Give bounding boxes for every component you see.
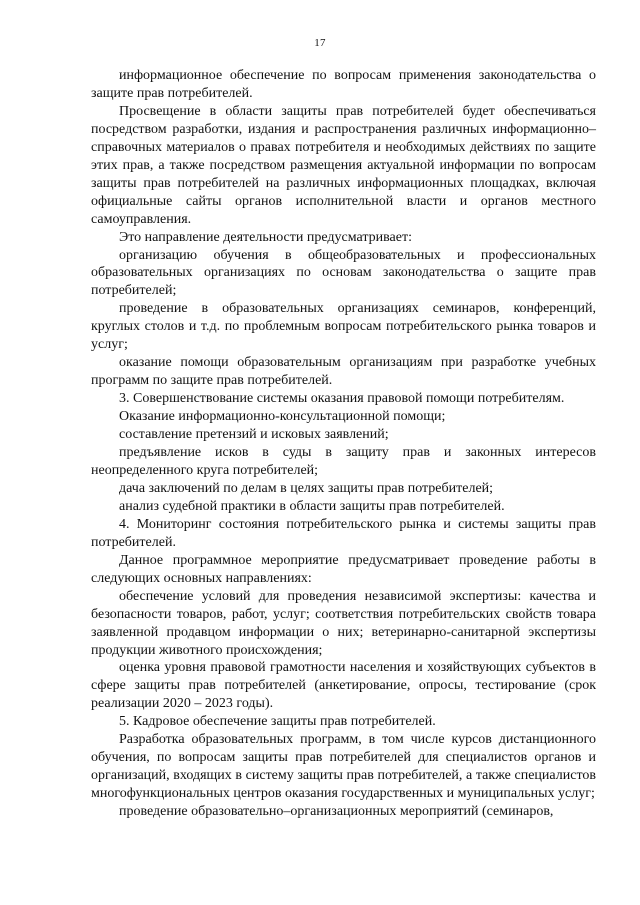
paragraph: предъявление исков в суды в защиту прав и законных интересов неопределенного круга потребителей; [91, 445, 596, 478]
page-number: 17 [314, 37, 326, 49]
body-text [91, 67, 596, 821]
paragraph: Оказание информационно-консультационной помощи; [119, 409, 446, 425]
paragraph: Просвещение в области защиты прав потребителей будет обеспечиваться посредством разработки, издания и распространения различных информационно–справочных материалов о правах потребителя и необходимых действиях по защите этих прав, а также посредством размещения актуальной информации по вопросам защиты прав потребителей на различных информационных площадках, включая официальные сайты органов исполнительной власти и органов местного самоуправления. [91, 103, 596, 227]
paragraph: информационное обеспечение по вопросам применения законодательства о защите прав потребителей. [91, 68, 596, 101]
paragraph: дача заключений по делам в целях защиты прав потребителей; [119, 480, 494, 496]
paragraph: Разработка образовательных программ, в том числе курсов дистанционного обучения, по вопросам защиты прав потребителей для специалистов органов и организаций, входящих в систему защиты прав потребителей, а также специалистов многофункциональных центров оказания государственных и муниципальных услуг; [91, 732, 596, 802]
paragraph: организацию обучения в общеобразовательных и профессиональных образовательных организациях по основам законодательства о защите прав потребителей; [91, 247, 596, 299]
paragraph: Это направление деятельности предусматривает: [119, 229, 412, 245]
section-heading: 5. Кадровое обеспечение защиты прав потребителей. [119, 714, 436, 730]
section-heading: 4. Мониторинг состояния потребительского рынка и системы защиты прав потребителей. [91, 516, 596, 550]
paragraph: анализ судебной практики в области защиты прав потребителей. [119, 498, 505, 514]
paragraph: Данное программное мероприятие предусматривает проведение работы в следующих основных направлениях: [91, 552, 596, 586]
paragraph: составление претензий и исковых заявлений; [119, 427, 389, 443]
paragraph: оказание помощи образовательным организациям при разработке учебных программ по защите прав потребителей. [91, 355, 596, 389]
paragraph: проведение в образовательных организациях семинаров, конференций, круглых столов и т.д. по проблемным вопросам потребительского рынка товаров и услуг; [91, 301, 596, 353]
paragraph: оценка уровня правовой грамотности населения и хозяйствующих субъектов в сфере защиты прав потребителей (анкетирование, опросы, тестирование (срок реализации 2020 – 2023 годы). [91, 660, 596, 712]
section-heading: 3. Совершенствование системы оказания правовой помощи потребителям. [119, 391, 565, 407]
paragraph: обеспечение условий для проведения независимой экспертизы: качества и безопасности товаров, работ, услуг; соответствия потребительских свойств товара заявленной продавцом информации о них; ветеринарно-санитарной экспертизы продукции животного происхождения; [91, 588, 596, 658]
paragraph: проведение образовательно–организационных мероприятий (семинаров, [119, 804, 554, 820]
